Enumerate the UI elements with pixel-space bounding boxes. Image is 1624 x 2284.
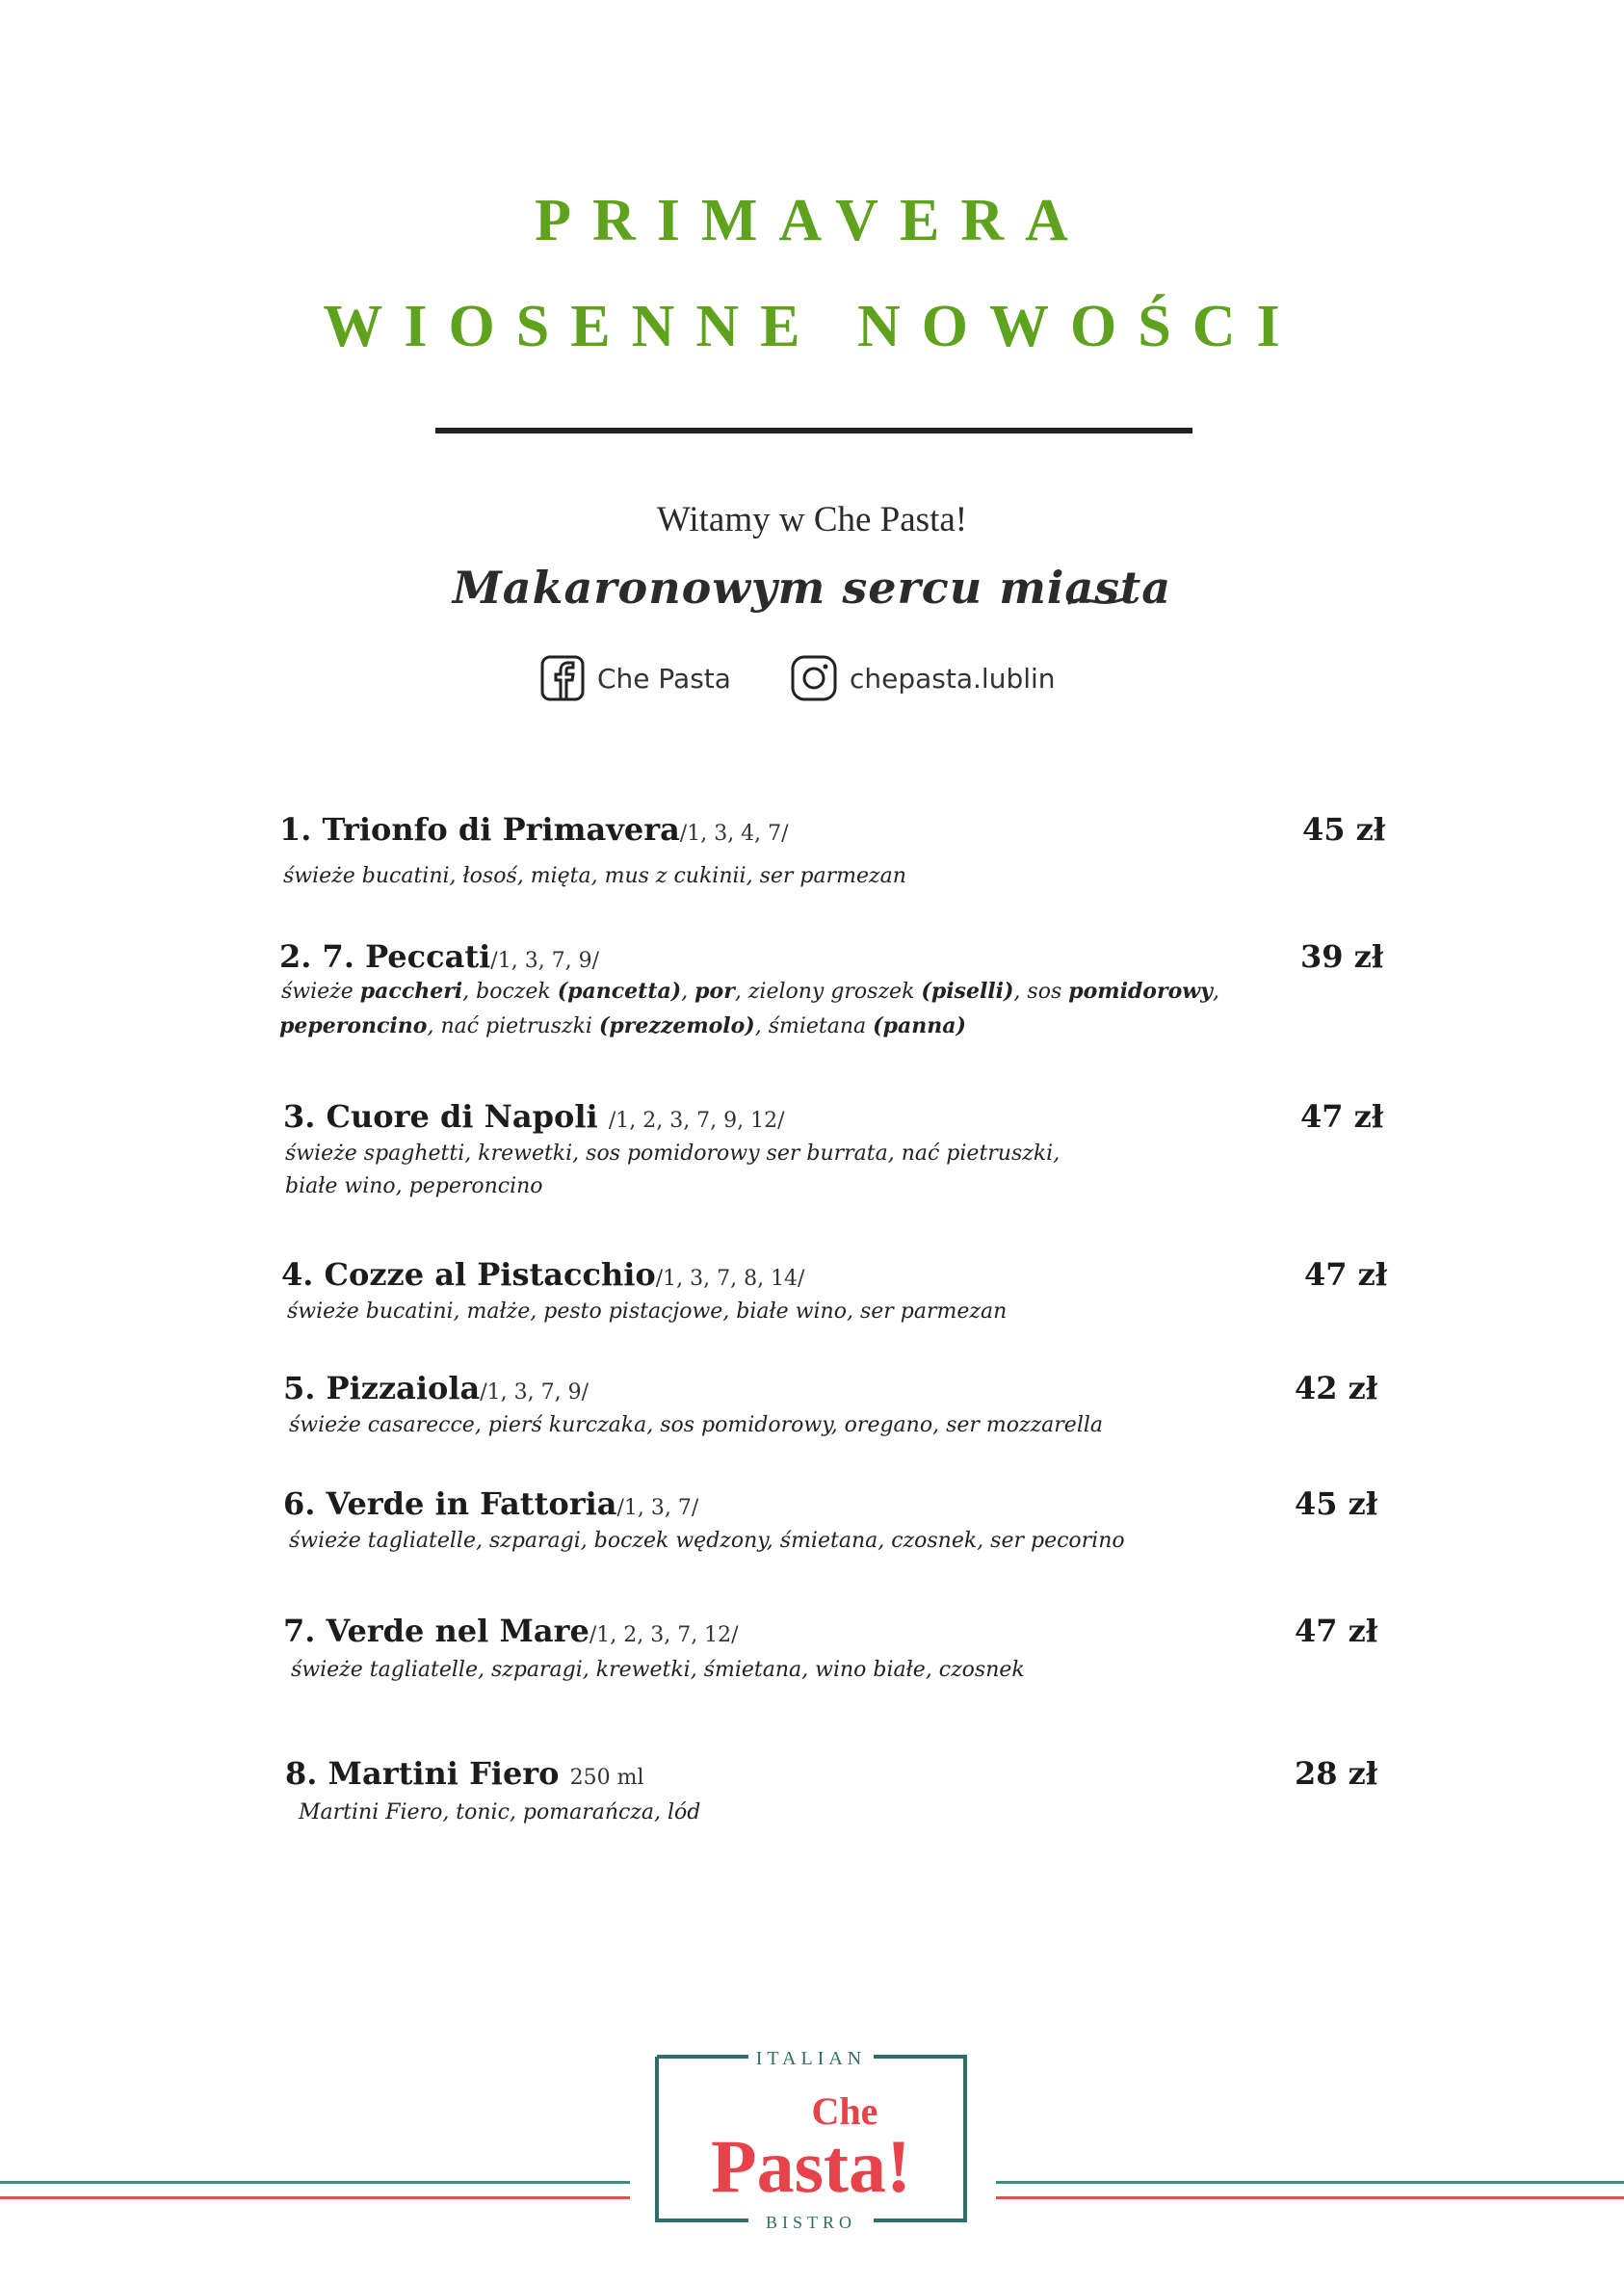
item-price: 45 zł: [1302, 811, 1386, 848]
item-name: 5. Pizzaiola/1, 3, 7, 9/: [283, 1370, 589, 1406]
item-description: świeże bucatini, łosoś, mięta, mus z cukinii, ser parmezan: [283, 864, 906, 888]
logo-italian: ITALIAN: [755, 2048, 867, 2069]
che-pasta-logo: [647, 2028, 975, 2249]
menu-subtitle: WIOSENNE NOWOŚCI: [323, 294, 1301, 359]
tagline-swash-decoration: [1067, 590, 1125, 609]
welcome-text: Witamy w Che Pasta!: [656, 500, 968, 539]
item-allergens: /1, 3, 4, 7/: [679, 822, 789, 846]
item-price: 47 zł: [1304, 1256, 1388, 1293]
logo-bistro: BISTRO: [765, 2213, 857, 2232]
footer-stripe-green-left: [0, 2181, 630, 2184]
instagram-link[interactable]: [790, 651, 1056, 705]
item-name: 6. Verde in Fattoria/1, 3, 7/: [283, 1485, 699, 1522]
logo-che: Che: [811, 2089, 878, 2133]
item-allergens: /1, 2, 3, 7, 12/: [589, 1623, 739, 1647]
item-name: 1. Trionfo di Primavera/1, 3, 4, 7/: [279, 811, 789, 848]
item-price: 47 zł: [1300, 1098, 1384, 1135]
item-price: 45 zł: [1295, 1485, 1378, 1522]
item-name: 7. Verde nel Mare/1, 2, 3, 7, 12/: [283, 1613, 739, 1649]
item-description: świeże tagliatelle, szparagi, krewetki, śmietana, wino białe, czosnek: [291, 1658, 1025, 1682]
item-description: świeże tagliatelle, szparagi, boczek wędzony, śmietana, czosnek, ser pecorino: [289, 1529, 1125, 1553]
item-price: 42 zł: [1295, 1370, 1378, 1406]
item-allergens: /1, 3, 7/: [616, 1496, 699, 1520]
item-price: 28 zł: [1295, 1755, 1378, 1792]
item-description: świeże paccheri, boczek (pancetta), por, zielony groszek (piselli), sos pomidorowy,: [281, 979, 1219, 1004]
item-description: Martini Fiero, tonic, pomarańcza, lód: [299, 1800, 701, 1825]
item-description: świeże spaghetti, krewetki, sos pomidorowy ser burrata, nać pietruszki,: [285, 1142, 1061, 1166]
item-allergens: /1, 2, 3, 7, 9, 12/: [608, 1109, 785, 1133]
item-allergens: /1, 3, 7, 9/: [490, 949, 600, 973]
title-divider: [435, 428, 1192, 433]
footer-stripe-red-left: [0, 2196, 630, 2199]
footer-stripe-green-right: [996, 2181, 1624, 2184]
item-description: białe wino, peperoncino: [285, 1174, 543, 1198]
item-allergens: /1, 3, 7, 9/: [480, 1380, 589, 1405]
footer-stripe-red-right: [996, 2196, 1624, 2199]
menu-title: PRIMAVERA: [535, 188, 1089, 253]
item-description: świeże bucatini, małże, pesto pistacjowe, białe wino, ser parmezan: [287, 1300, 1008, 1324]
item-description: peperoncino, nać pietruszki (prezzemolo), śmietana (panna): [279, 1013, 966, 1038]
facebook-link[interactable]: [539, 651, 731, 705]
item-name: 3. Cuore di Napoli /1, 2, 3, 7, 9, 12/: [283, 1098, 785, 1135]
instagram-icon: [790, 654, 838, 702]
item-name: 4. Cozze al Pistacchio/1, 3, 7, 8, 14/: [281, 1256, 805, 1293]
instagram-label: chepasta.lublin: [850, 662, 1056, 695]
item-description: świeże casarecce, pierś kurczaka, sos pomidorowy, oregano, ser mozzarella: [289, 1413, 1104, 1437]
item-name: 2. 7. Peccati/1, 3, 7, 9/: [279, 938, 600, 975]
item-name: 8. Martini Fiero 250 ml: [285, 1755, 644, 1792]
facebook-label: Che Pasta: [597, 662, 731, 695]
logo-pasta: Pasta!: [711, 2124, 911, 2208]
item-allergens: 250 ml: [569, 1766, 644, 1790]
tagline: Makaronowym sercu miasta: [452, 562, 1172, 614]
item-price: 39 zł: [1300, 938, 1384, 975]
item-price: 47 zł: [1295, 1613, 1378, 1649]
facebook-icon: [539, 654, 586, 702]
item-allergens: /1, 3, 7, 8, 14/: [655, 1267, 805, 1291]
